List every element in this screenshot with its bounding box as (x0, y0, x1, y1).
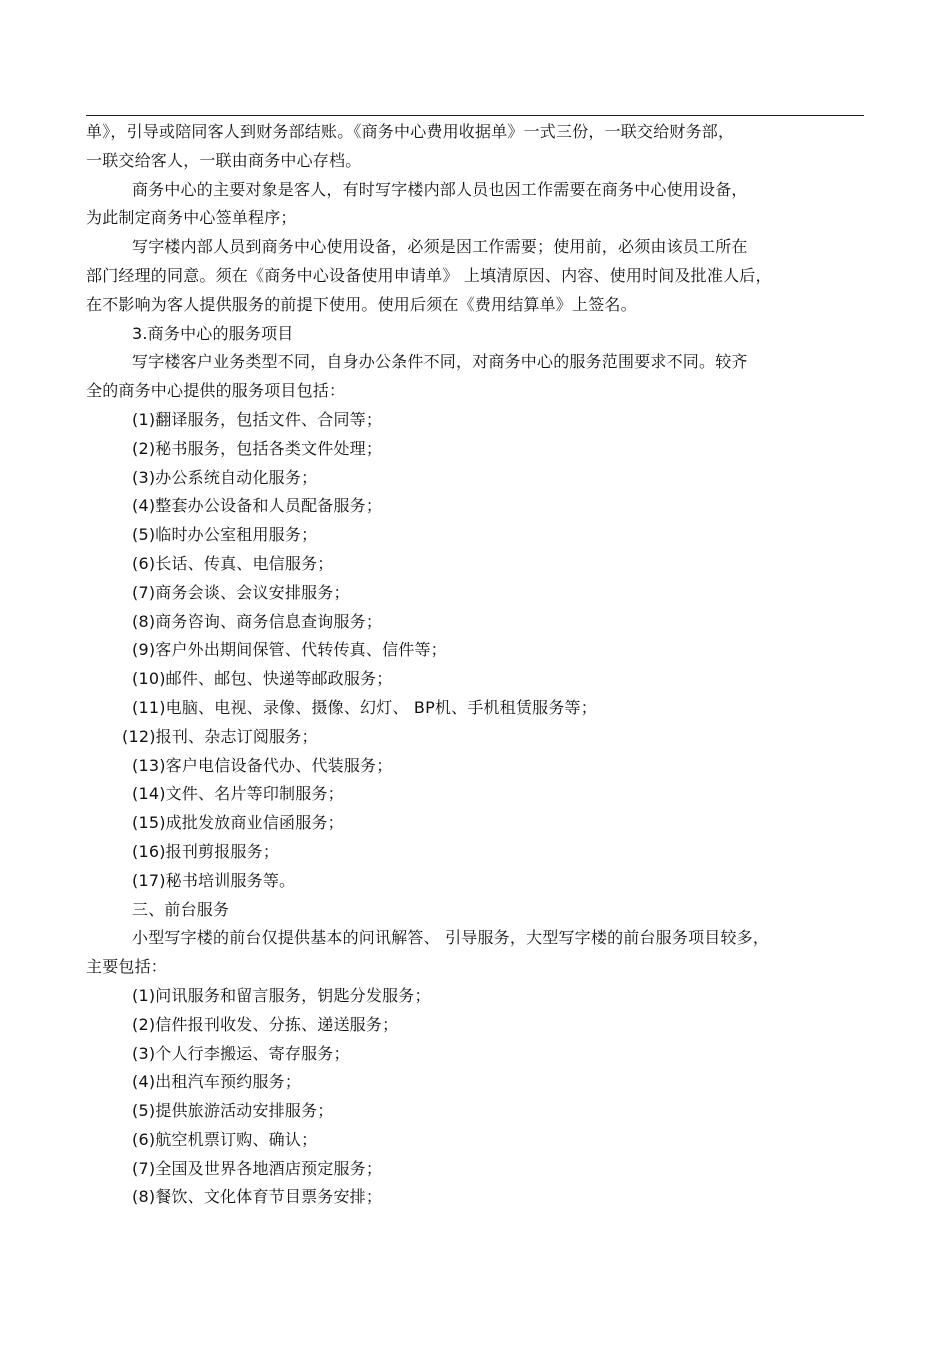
paragraph-internal-use (86, 233, 856, 319)
list-item: (2)秘书服务，包括各类文件处理； (132, 438, 383, 458)
section-heading-services: 3.商务中心的服务项目 (132, 323, 294, 343)
list-item: (13)客户电信设备代办、代装服务； (132, 755, 393, 775)
text-line: 在不影响为客人提供服务的前提下使用。使用后须在《费用结算单》上签名。 (86, 294, 637, 314)
section-heading-front-desk: 三、前台服务 (132, 899, 230, 919)
paragraph-main-users (86, 176, 856, 234)
list-item: (6)长话、传真、电信服务； (132, 553, 334, 573)
list-item: (9)客户外出期间保管、代转传真、信件等； (132, 640, 447, 660)
paragraph-front-desk-intro (86, 924, 856, 982)
list-item: (17)秘书培训服务等。 (132, 870, 296, 890)
list-item: (8)餐饮、文化体育节目票务安排； (132, 1187, 383, 1207)
text-line: 为此制定商务中心签单程序； (86, 208, 297, 228)
text-line: 主要包括： (86, 957, 168, 977)
paragraph-billing (86, 118, 856, 176)
list-item: (4)出租汽车预约服务； (132, 1072, 302, 1092)
list-item: (15)成批发放商业信函服务； (132, 813, 344, 833)
list-item: (6)航空机票订购、确认； (132, 1129, 318, 1149)
text-line: 单》，引导或陪同客人到财务部结账。《商务中心费用收据单》一式三份，一联交给财务部， (86, 122, 735, 141)
list-item: (4)整套办公设备和人员配备服务； (132, 496, 383, 516)
list-item: (7)商务会谈、会议安排服务； (132, 582, 350, 602)
text-line: 小型写字楼的前台仅提供基本的问讯解答、 引导服务，大型写字楼的前台服务项目较多， (132, 928, 770, 948)
header-rule (86, 115, 864, 116)
list-item: (5)提供旅游活动安排服务； (132, 1101, 334, 1121)
list-item: (7)全国及世界各地酒店预定服务； (132, 1158, 383, 1178)
list-item: (1)问讯服务和留言服务，钥匙分发服务； (132, 985, 431, 1005)
text-line: 全的商务中心提供的服务项目包括： (86, 381, 346, 401)
list-item: (3)个人行李搬运、寄存服务； (132, 1043, 350, 1063)
list-item: (8)商务咨询、商务信息查询服务； (132, 611, 383, 631)
list-item: (14)文件、名片等印制服务； (132, 784, 344, 804)
list-item: (12)报刊、杂志订阅服务； (122, 726, 318, 746)
list-item: (10)邮件、邮包、快递等邮政服务； (132, 669, 393, 689)
text-line: 写字楼客户业务类型不同，自身办公条件不同，对商务中心的服务范围要求不同。较齐 (132, 352, 748, 372)
front-desk-service-list (86, 982, 856, 1212)
list-item: (3)办公系统自动化服务； (132, 467, 318, 487)
text-line: 商务中心的主要对象是客人，有时写字楼内部人员也因工作需要在商务中心使用设备， (132, 179, 748, 199)
list-item: (5)临时办公室租用服务； (132, 525, 318, 545)
document-body (86, 118, 856, 1212)
list-item: (16)报刊剪报服务； (132, 841, 280, 861)
business-service-list (86, 406, 856, 896)
text-line: 部门经理的同意。须在《商务中心设备使用申请单》 上填清原因、内容、使用时间及批准人后， (86, 265, 772, 285)
text-line: 写字楼内部人员到商务中心使用设备，必须是因工作需要；使用前，必须由该员工所在 (132, 237, 748, 257)
list-item: (1)翻译服务，包括文件、合同等； (132, 409, 383, 429)
text-line: 一联交给客人，一联由商务中心存档。 (86, 150, 362, 170)
paragraph-service-scope (86, 348, 856, 406)
list-item: (2)信件报刊收发、分拣、递送服务； (132, 1014, 399, 1034)
list-item: (11)电脑、电视、录像、摄像、幻灯、 BP机、手机租赁服务等； (132, 697, 597, 717)
